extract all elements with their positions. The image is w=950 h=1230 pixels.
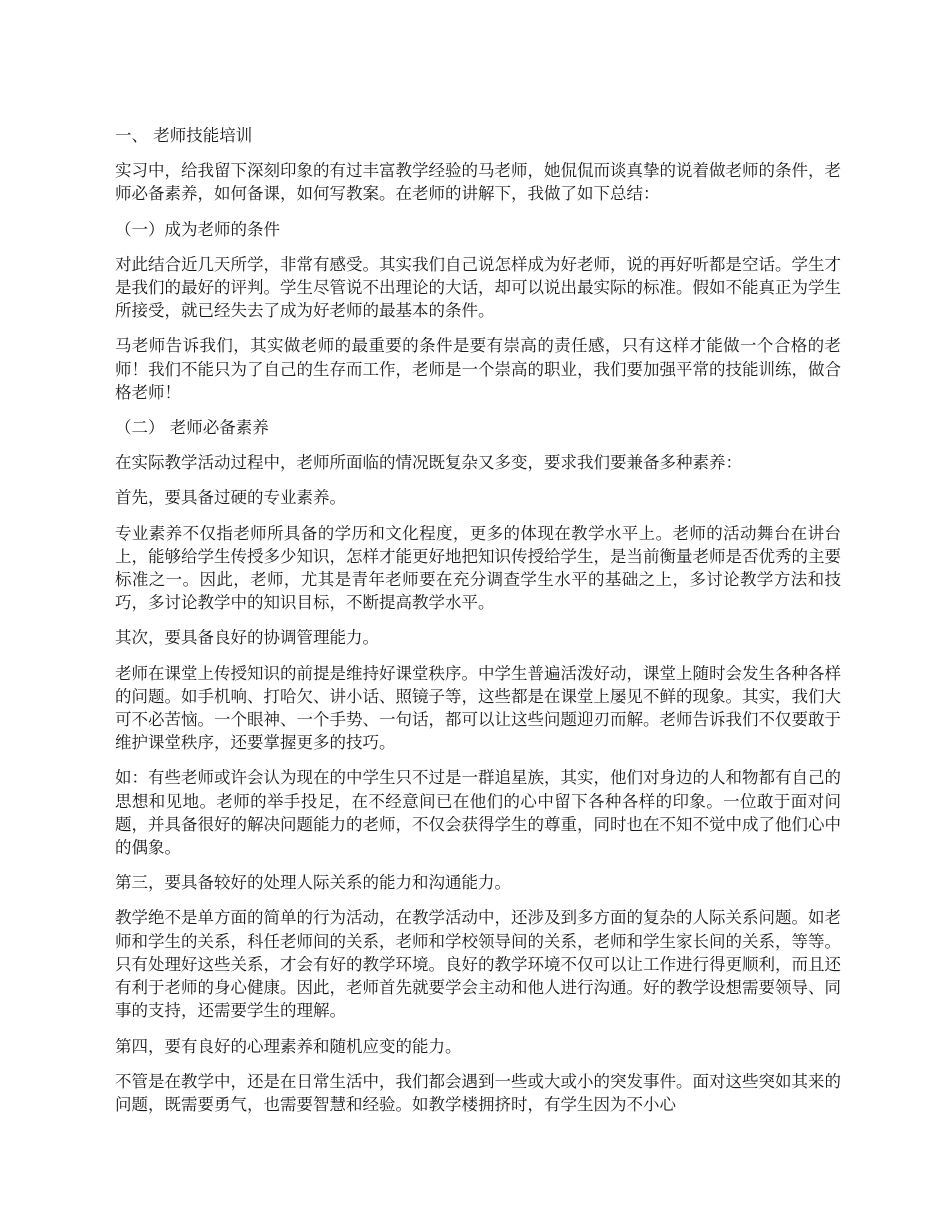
paragraph: 第四，要有良好的心理素养和随机应变的能力。 — [115, 1036, 462, 1056]
document-body — [115, 124, 841, 1128]
paragraph: 对此结合近几天所学，非常有感受。其实我们自己说怎样成为好老师，说的再好听都是空话。学生才是我们的最好的评判。学生尽管说不出理论的大话，却可以说出最实际的标准。假如不能真正为学生所接受，就已经失去了成为好老师的最基本的条件。 — [115, 254, 841, 321]
paragraph: 在实际教学活动过程中，老师所面临的情况既复杂又多变，要求我们要兼备多种素养： — [115, 453, 742, 473]
subsection-heading: （二） 老师必备素养 — [115, 418, 269, 438]
paragraph: 马老师告诉我们，其实做老师的最重要的条件是要有崇高的责任感，只有这样才能做一个合格的老师！我们不能只为了自己的生存而工作，老师是一个崇高的职业，我们要加强平常的技能训练，做合格老师！ — [115, 336, 841, 402]
section-heading: 一、 老师技能培训 — [115, 126, 253, 145]
paragraph: 专业素养不仅指老师所具备的学历和文化程度，更多的体现在教学水平上。老师的活动舞台在讲台上，能够给学生传授多少知识，怎样才能更好地把知识传授给学生，是当前衡量老师是否优秀的主要标准之一。因此，老师，尤其是青年老师要在充分调查学生水平的基础之上，多讨论教学方法和技巧，多讨论教学中的知识目标，不断提高教学水平。 — [115, 523, 841, 613]
paragraph: 不管是在教学中，还是在日常生活中，我们都会遇到一些或大或小的突发事件。面对这些突如其来的问题，既需要勇气，也需要智慧和经验。如教学楼拥挤时，有学生因为不小心 — [115, 1071, 841, 1114]
paragraph: 首先，要具备过硬的专业素养。 — [115, 488, 346, 508]
paragraph: 老师在课堂上传授知识的前提是维持好课堂秩序。中学生普遍活泼好动，课堂上随时会发生各种各样的问题。如手机响、打哈欠、讲小话、照镜子等，这些都是在课堂上屡见不鲜的现象。其实，我们大可不必苦恼。一个眼神、一个手势、一句话，都可以让这些问题迎刃而解。老师告诉我们不仅要敢于维护课堂秩序，还要掌握更多的技巧。 — [115, 663, 841, 753]
paragraph: 教学绝不是单方面的简单的行为活动，在教学活动中，还涉及到多方面的复杂的人际关系问题。如老师和学生的关系，科任老师间的关系，老师和学校领导间的关系，老师和学生家长间的关系，等等。只有处理好这些关系，才会有好的教学环境。良好的教学环境不仅可以让工作进行得更顺利，而且还有利于老师的身心健康。因此，老师首先就要学会主动和他人进行沟通。好的教学设想需要领导、同事的支持，还需要学生的理解。 — [115, 908, 841, 1021]
paragraph: 第三，要具备较好的处理人际关系的能力和沟通能力。 — [115, 873, 511, 893]
paragraph: 其次，要具备良好的协调管理能力。 — [115, 628, 379, 648]
paragraph: 实习中，给我留下深刻印象的有过丰富教学经验的马老师，她侃侃而谈真挚的说着做老师的条件，老师必备素养，如何备课，如何写教案。在老师的讲解下，我做了如下总结： — [115, 161, 841, 204]
subsection-heading: （一）成为老师的条件 — [115, 219, 280, 239]
paragraph: 如：有些老师或许会认为现在的中学生只不过是一群追星族，其实，他们对身边的人和物都有自己的思想和见地。老师的举手投足，在不经意间已在他们的心中留下各种各样的印象。一位敢于面对问题，并具备很好的解决问题能力的老师，不仅会获得学生的尊重，同时也在不知不觉中成了他们心中的偶象。 — [115, 768, 841, 858]
